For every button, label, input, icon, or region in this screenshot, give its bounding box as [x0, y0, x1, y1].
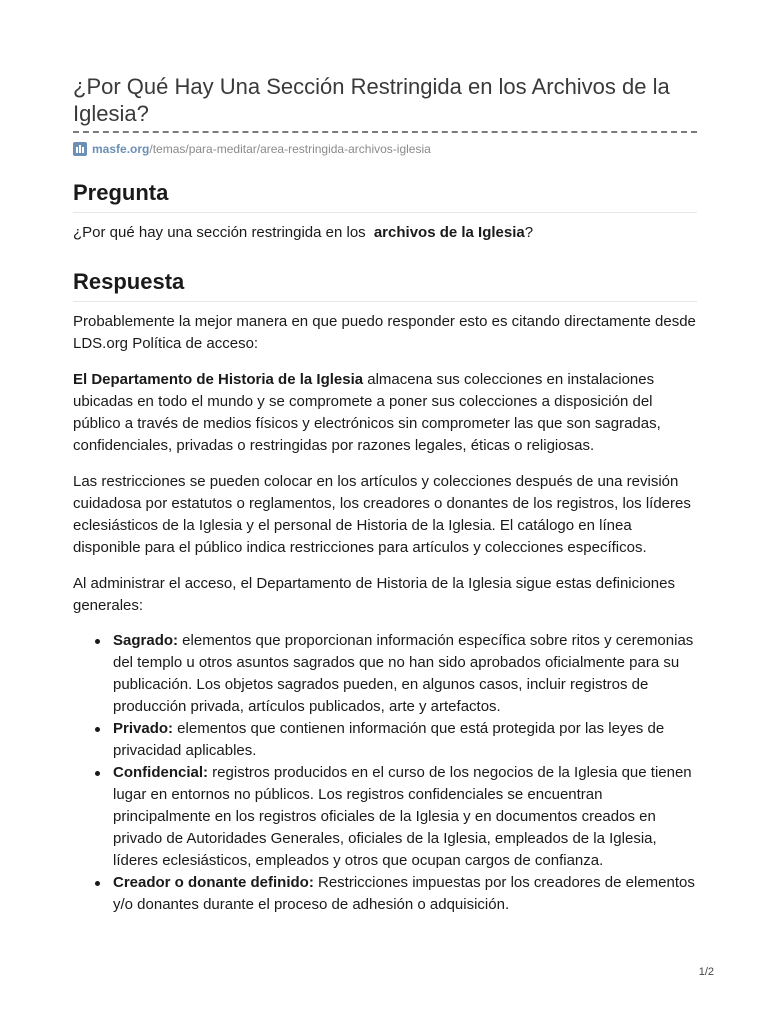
document-page — [73, 0, 697, 916]
site-logo-icon — [73, 142, 87, 156]
source-path[interactable]: /temas/para-meditar/area-restringida-archivos-iglesia — [149, 142, 431, 156]
definition-text: elementos que contienen información que está protegida por las leyes de privacidad aplicables. — [113, 720, 665, 759]
title-divider — [73, 131, 697, 133]
definition-term: Confidencial: — [113, 764, 209, 781]
source-domain[interactable]: masfe.org — [92, 142, 150, 156]
answer-divider — [73, 301, 697, 302]
definition-term: Creador o donante definido: — [113, 874, 314, 891]
definitions-list — [73, 630, 697, 916]
answer-paragraph-1-text: almacena sus colecciones en instalaciones ubicadas en todo el mundo y se compromete a poner sus colecciones a disposición del público a través de medios físicos y electrónicos sin comprometer las que son sagradas, confidenciales, privadas o restringidas por razones legales, éticas o religiosas. — [73, 371, 661, 454]
question-text — [73, 222, 697, 244]
list-item — [113, 630, 697, 718]
source-link[interactable] — [73, 141, 697, 157]
question-text-bold: archivos de la Iglesia — [373, 224, 525, 241]
question-text-before: ¿Por qué hay una sección restringida en los — [73, 224, 366, 241]
question-text-after: ? — [524, 224, 534, 241]
question-section — [73, 179, 697, 244]
definition-term: Privado: — [113, 720, 174, 737]
definition-text: Restricciones impuestas por los creadores de elementos y/o donantes durante el proceso de adhesión o adquisición. — [113, 874, 695, 913]
answer-section — [73, 268, 697, 916]
definition-text: elementos que proporcionan información específica sobre ritos y ceremonias del templo u otros asuntos sagrados que no han sido aprobados oficialmente para su publicación. Los objetos sagrados pueden, en algunos casos, incluir registros de producción privada, artículos publicados, arte y artefactos. — [113, 632, 694, 715]
answer-paragraph-3: Al administrar el acceso, el Departamento de Historia de la Iglesia sigue estas definiciones generales: — [73, 575, 675, 614]
list-item — [113, 718, 697, 762]
answer-heading: Respuesta — [73, 269, 185, 294]
list-item — [113, 762, 697, 872]
list-item — [113, 872, 697, 916]
answer-paragraph-2: Las restricciones se pueden colocar en los artículos y colecciones después de una revisión cuidadosa por estatutos o reglamentos, los creadores o donantes de los registros, los líderes eclesiásticos de la Iglesia y el personal de Historia de la Iglesia. El catálogo en línea disponible para el público indica restricciones para artículos y colecciones específicos. — [73, 473, 691, 556]
answer-paragraph-1 — [73, 369, 697, 457]
question-divider — [73, 212, 697, 213]
answer-intro: Probablemente la mejor manera en que puedo responder esto es citando directamente desde LDS.org Política de acceso: — [73, 313, 696, 352]
definition-term: Sagrado: — [113, 632, 179, 649]
page-title: ¿Por Qué Hay Una Sección Restringida en los Archivos de la Iglesia? — [73, 74, 670, 126]
question-heading: Pregunta — [73, 180, 169, 205]
page-number: 1/2 — [698, 966, 714, 978]
answer-paragraph-1-bold: El Departamento de Historia de la Iglesia — [73, 371, 364, 388]
definition-text: registros producidos en el curso de los negocios de la Iglesia que tienen lugar en entornos no públicos. Los registros confidenciales se encuentran principalmente en los registros oficiales de la Iglesia y en documentos creados en privado de Autoridades Generales, oficiales de la Iglesia, empleados de la Iglesia, líderes eclesiásticos, empleados y otros que ocupan cargos de confianza. — [113, 764, 692, 869]
